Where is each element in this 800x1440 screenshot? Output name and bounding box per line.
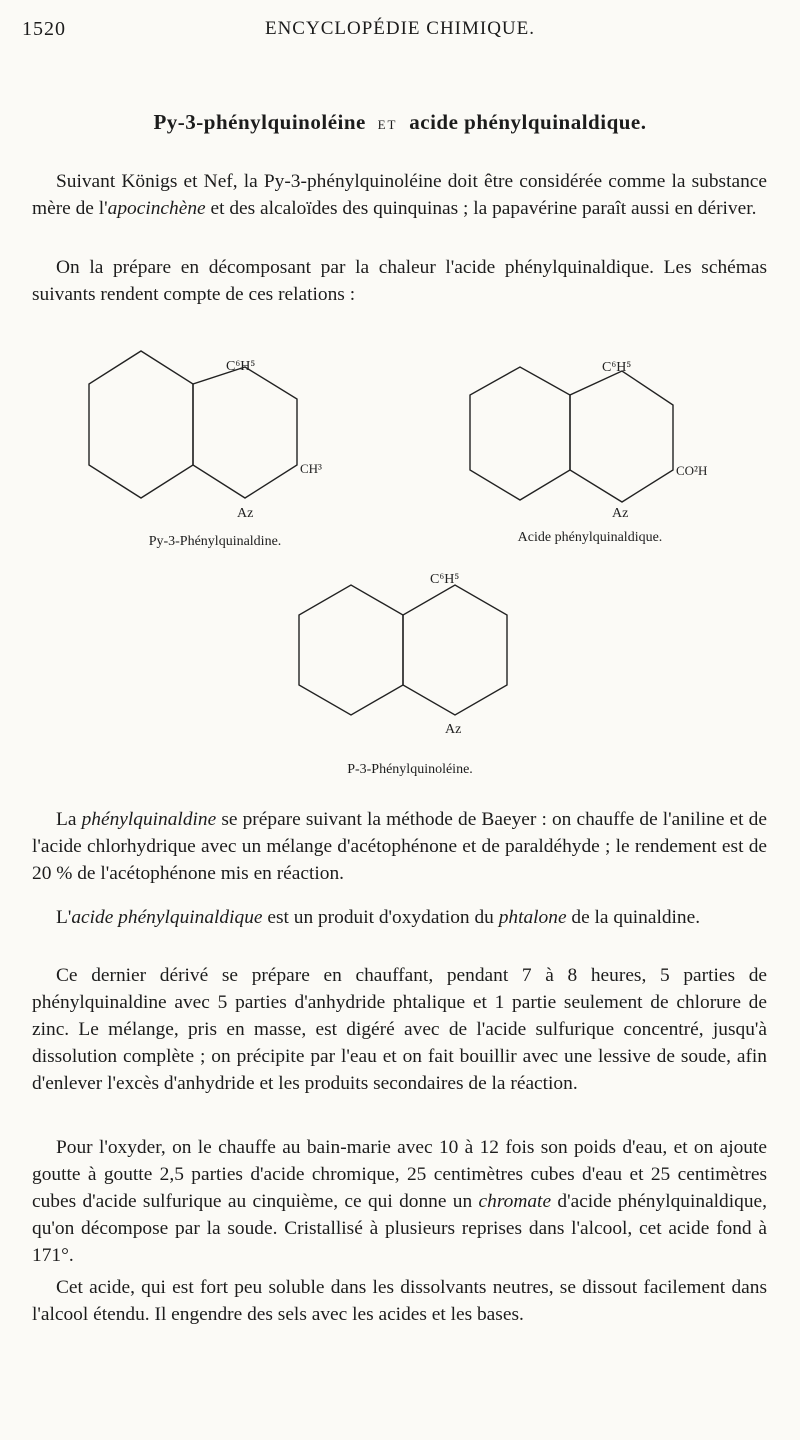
caption-fig2: Acide phénylquinaldique. [517,530,663,545]
paragraph-solubility: Cet acide, qui est fort peu soluble dans les dissolvants neutres, se dissout facilement dans l'alcool étendu. Il engendre des sels avec les acides et les bases. [32,1277,767,1325]
ring-pyridine [403,585,507,715]
emphasis-apocinchene: apocinchène [107,198,206,219]
label-phenyl: C⁶H⁵ [226,359,256,374]
title-conjunction: ET [377,117,398,132]
paragraph-oxidation: Pour l'oxyder, on le chauffe au bain-marie avec 10 à 12 fois son poids d'eau, et on ajoute goutte à goutte 2,5 parties d'acide chromique, 25 centimètres cubes d'eau et 25 centimètres cubes d'acide sulfurique au cinquième, ce qui donne un chromate d'acide phénylquinaldique, qu'on décompose par la soude. Cristallisé à plusieurs reprises dans l'alcool, cet acide fond à 171°. [32,1137,767,1266]
running-head: ENCYCLOPÉDIE CHIMIQUE. [264,18,536,39]
section-title [0,110,800,135]
title-part-2: acide phénylquinaldique. [409,110,647,134]
paragraph-intro-2: On la prépare en décomposant par la chaleur l'acide phénylquinaldique. Les schémas suivants rendent compte de ces relations : [32,257,767,305]
label-nitrogen: Az [445,722,462,737]
structure-phenylquinoline [290,565,530,750]
caption-fig3: P-3-Phénylquinoléine. [347,762,473,777]
label-carboxyl: CO²H [676,463,708,478]
label-nitrogen: Az [237,506,254,521]
ring-pyridine [570,371,673,502]
emphasis-acid: acide phénylquinaldique [71,907,263,928]
paragraph-phenylquinaldine: La phénylquinaldine se prépare suivant la méthode de Baeyer : on chauffe de l'aniline et de l'acide chlorhydrique avec un mélange d'acétophénone et de paraldéhyde ; le rendement est de 20 % de l'acétophénone mis en réaction. [32,809,767,884]
label-phenyl: C⁶H⁵ [430,572,460,587]
caption-fig1: Py-3-Phénylquinaldine. [148,534,282,549]
paragraph-preparation: Ce dernier dérivé se prépare en chauffant, pendant 7 à 8 heures, 5 parties de phénylquinaldine avec 5 parties d'anhydride phtalique et 1 partie seulement de chlorure de zinc. Le mélange, pris en masse, est digéré avec de l'acide sulfurique concentré, jusqu'à dissolution complète ; on précipite par l'eau et on fait bouillir avec une lessive de soude, afin d'enlever l'excès d'anhydride et les produits secondaires de la réaction. [32,965,767,1094]
paragraph-intro-1: Suivant Königs et Nef, la Py-3-phénylquinoléine doit être considérée comme la substance mère de l'apocinchène et des alcaloïdes des quinquinas ; la papavérine paraît aussi en dériver. [32,171,767,219]
label-nitrogen: Az [612,506,629,521]
label-methyl: CH³ [300,461,322,476]
ring-benzene [470,367,570,500]
label-phenyl: C⁶H⁵ [602,360,632,375]
ring-benzene [299,585,403,715]
page-header [22,18,778,48]
structure-phenylquinaldine [80,340,320,525]
emphasis-phenylquinaldine: phénylquinaldine [81,809,217,830]
ring-benzene [89,351,193,498]
page-number: 1520 [22,18,66,40]
emphasis-chromate: chromate [478,1191,552,1212]
title-part-1: Py-3-phénylquinoléine [153,110,366,134]
ring-pyridine [193,367,297,498]
emphasis-phtalone: phtalone [498,907,567,928]
structure-phenylquinaldic-acid [460,345,720,530]
paragraph-acid-definition: L'acide phénylquinaldique est un produit d'oxydation du phtalone de la quinaldine. [56,907,701,928]
